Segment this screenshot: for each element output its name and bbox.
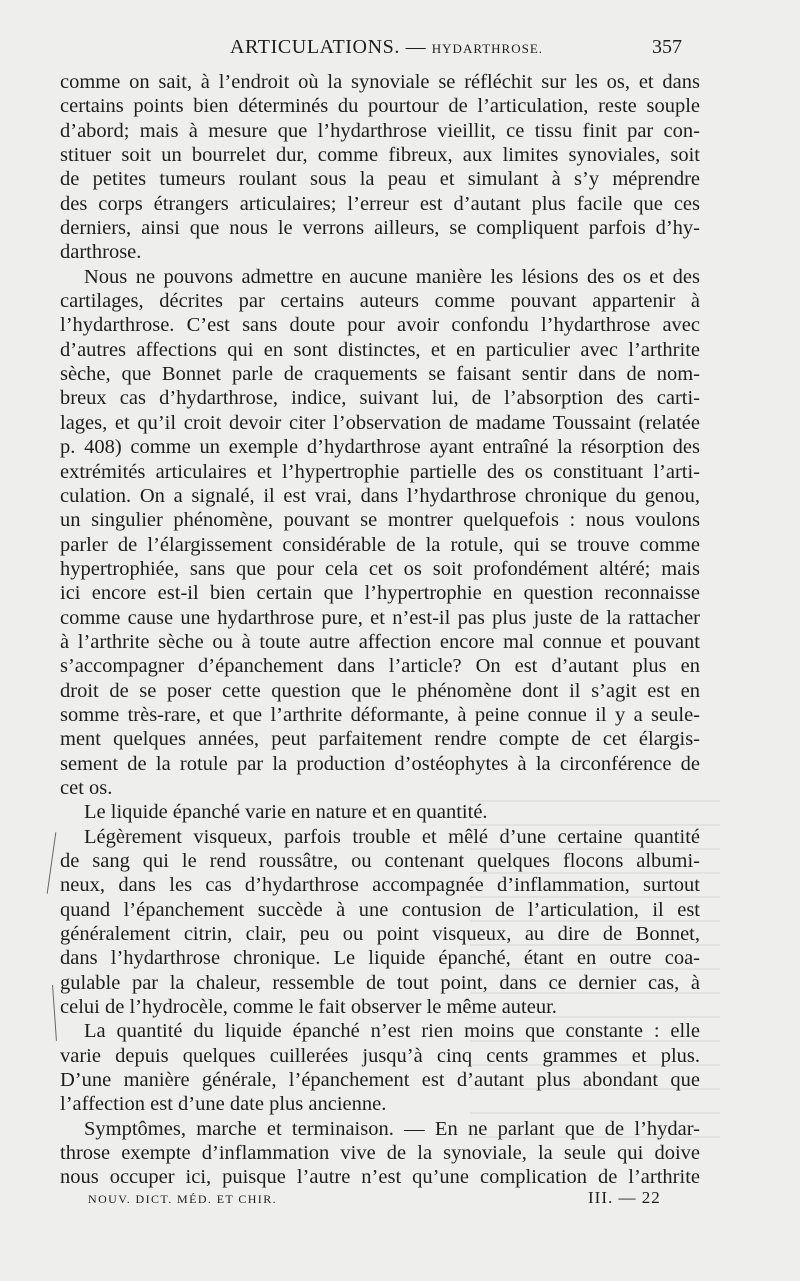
text-line: p. 408) comme un exemple d’hydarthrose ayant entraîné la résorption des bbox=[60, 436, 700, 459]
body-text bbox=[60, 70, 700, 1190]
text-line: l’hydarthrose. C’est sans doute pour avoir confondu l’hydarthrose avec bbox=[60, 314, 700, 337]
text-line: darthrose. bbox=[60, 241, 142, 264]
text-line: culation. On a signalé, il est vrai, dans l’hydarthrose chronique du genou, bbox=[60, 484, 700, 507]
text-line: droit de se poser cette question que le phénomène dont il s’agit est en bbox=[60, 679, 700, 702]
text-segment: d’autres affections qui en sont distinctes, et en particulier avec l’arthrite bbox=[60, 338, 700, 361]
text-line: nous occuper ici, puisque l’autre n’est qu’une complication de l’arthrite bbox=[60, 1166, 700, 1189]
text-line: somme très-rare, et que l’arthrite déformante, à peine connue il y a seule- bbox=[60, 703, 700, 726]
text-line: sèche, que Bonnet parle de craquements se faisant sentir dans de nom- bbox=[60, 363, 700, 386]
text-line: comme on sait, à l’endroit où la synoviale se réfléchit sur les os, et dans bbox=[60, 71, 700, 93]
text-line: cartilages, décrites par certains auteurs comme pouvant appartenir à bbox=[60, 290, 700, 313]
running-header bbox=[0, 36, 800, 66]
text-line: parler de l’élargissement considérable de la rotule, qui se trouve comme bbox=[60, 533, 700, 556]
running-title-sub: HYDARTHROSE. bbox=[431, 41, 544, 56]
text-line: neux, dans les cas d’hydarthrose accompagnée d’inflammation, surtout bbox=[60, 874, 700, 897]
text-line: quand l’épanchement succède à une contusion de l’articulation, il est bbox=[60, 898, 700, 921]
text-line: ment quelques années, peut parfaitement rendre compte de cet élargis- bbox=[60, 728, 700, 751]
text-line: certains points bien déterminés du pourtour de l’articulation, reste souple bbox=[60, 95, 700, 118]
text-line: hypertrophiée, sans que pour cela cet os soit profondément altéré; mais bbox=[60, 557, 700, 580]
text-line: ici encore est-il bien certain que l’hypertrophie en question reconnaisse bbox=[60, 582, 700, 605]
text-line: sement de la rotule par la production d’ostéophytes à la circonférence de bbox=[60, 752, 700, 775]
text-line: à l’arthrite sèche ou à toute autre affection encore mal connue et pouvant bbox=[60, 630, 700, 653]
text-line: de sang qui le rend roussâtre, ou contenant quelques flocons albumi- bbox=[60, 850, 700, 872]
text-line: varie depuis quelques cuillerées jusqu’à cinq cents grammes et plus. bbox=[60, 1044, 700, 1067]
text-line bbox=[60, 338, 700, 362]
text-line: gulable par la chaleur, ressemble de tout point, dans ce dernier cas, à bbox=[60, 971, 700, 994]
volume-mark: III. — 22 bbox=[588, 1188, 661, 1207]
text-line: stituer soit un bourrelet dur, comme fibreux, aux limites synoviales, soit bbox=[60, 144, 700, 167]
text-line: de petites tumeurs roulant sous la peau et simulant à s’y méprendre bbox=[60, 168, 700, 191]
running-title-main: ARTICULATIONS. — bbox=[230, 36, 432, 58]
text-line: breux cas d’hydarthrose, indice, suivant lui, de l’absorption des carti- bbox=[60, 387, 700, 410]
text-line: comme cause une hydarthrose pure, et n’est-il pas plus juste de la rattacher bbox=[60, 606, 700, 629]
text-line: dans l’hydarthrose chronique. Le liquide épanché, étant en outre coa- bbox=[60, 947, 700, 970]
text-line: lages, et qu’il croit devoir citer l’observation de madame Toussaint (relatée bbox=[60, 411, 700, 434]
page-number: 357 bbox=[652, 36, 682, 58]
text-line: derniers, ainsi que nous le verrons ailleurs, se compliquent parfois d’hy- bbox=[60, 217, 700, 240]
text-line: cet os. bbox=[60, 776, 113, 799]
pencil-margin-mark bbox=[47, 832, 57, 894]
text-line: D’une manière générale, l’épanchement est d’autant plus abondant que bbox=[60, 1069, 700, 1092]
paragraph-start-line: Nous ne pouvons admettre en aucune manière les lésions des os et des bbox=[84, 265, 700, 288]
text-line: s’accompagner d’épanchement dans l’article? On est d’autant plus en bbox=[60, 655, 700, 678]
text-line: généralement citrin, clair, peu ou point visqueux, au dire de Bonnet, bbox=[60, 923, 700, 946]
printer-signature: NOUV. DICT. MÉD. ET CHIR. bbox=[88, 1192, 278, 1206]
running-title bbox=[230, 36, 543, 59]
text-line: un singulier phénomène, pouvant se montrer quelquefois : nous voulons bbox=[60, 509, 700, 532]
text-line: celui de l’hydrocèle, comme le fait observer le même auteur. bbox=[60, 996, 557, 1019]
pencil-margin-mark bbox=[52, 985, 57, 1041]
text-line: d’abord; mais à mesure que l’hydarthrose vieillit, ce tissu finit par con- bbox=[60, 119, 700, 142]
text-line: extrémités articulaires et l’hypertrophie partielle des os constituant l’arti- bbox=[60, 460, 700, 483]
text-line: des corps étrangers articulaires; l’erreur est d’autant plus facile que ces bbox=[60, 192, 700, 215]
paragraph-start-line: Légèrement visqueux, parfois trouble et mêlé d’une certaine quantité bbox=[84, 825, 700, 848]
text-line: throse exempte d’inflammation vive de la synoviale, la seule qui doive bbox=[60, 1142, 700, 1165]
section-heading-line: Symptômes, marche et terminaison. — En ne parlant que de l’hydar- bbox=[84, 1117, 700, 1140]
page-footer bbox=[0, 1188, 800, 1212]
paragraph-start-line: Le liquide épanché varie en nature et en quantité. bbox=[84, 801, 488, 824]
text-line: l’affection est d’une date plus ancienne. bbox=[60, 1093, 387, 1116]
paragraph-start-line: La quantité du liquide épanché n’est rien moins que constante : elle bbox=[84, 1020, 700, 1043]
